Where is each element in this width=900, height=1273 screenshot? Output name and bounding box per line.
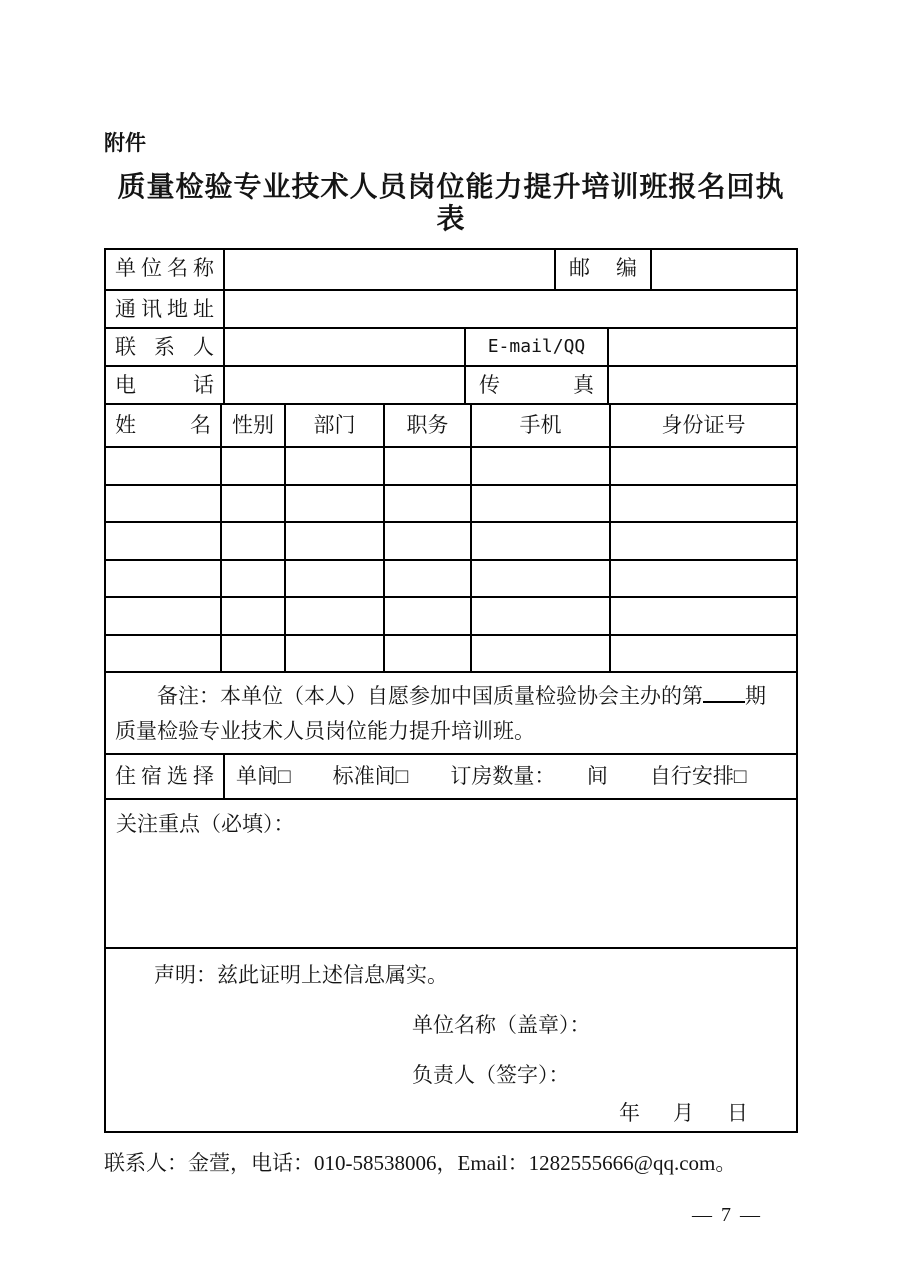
unit-name-value-cell [223,250,554,289]
position-cell [383,636,470,672]
personnel-empty-row [106,559,796,597]
fax-value-cell [607,367,796,403]
mobile-cell [470,523,609,559]
id-number-cell [609,598,796,634]
contact-person-value-cell [223,329,464,365]
personnel-empty-row [106,634,796,672]
header-name: 姓名 [115,413,211,437]
email-qq-value-cell [607,329,796,365]
id-number-cell [609,486,796,522]
postal-code-value-cell [650,250,796,289]
declaration-statement: 声明：兹此证明上述信息属实。 [154,963,448,987]
accommodation-label: 住宿选择 [115,764,214,788]
gender-cell [220,448,284,484]
personnel-empty-row [106,484,796,522]
remark-row [106,671,796,753]
date-line: 年 月 日 [619,1101,754,1125]
remark-text-after-blank: 期 [745,684,766,708]
position-cell [383,561,470,597]
position-cell [383,598,470,634]
focus-row [106,798,796,947]
declaration-cell [106,949,796,1131]
signer-label: 负责人（签字）： [412,1063,570,1087]
position-cell [383,523,470,559]
name-cell [106,523,220,559]
remark-line2: 质量检验专业技术人员岗位能力提升培训班。 [115,719,535,743]
contact-footer: 联系人：金萱，电话：010-58538006，Email：1282555666@qq.com。 [104,1151,737,1175]
declaration-row [106,947,796,1131]
department-cell [284,636,383,672]
row-address [106,289,796,327]
mobile-cell [470,448,609,484]
contact-person-label: 联系人 [115,335,214,359]
department-cell [284,598,383,634]
personnel-empty-row [106,521,796,559]
personnel-empty-row [106,446,796,484]
name-cell [106,448,220,484]
remark-text-before-blank: 备注：本单位（本人）自愿参加中国质量检验协会主办的第 [157,684,703,708]
phone-label: 电话 [115,373,214,397]
department-cell [284,448,383,484]
mobile-cell [470,598,609,634]
fax-label: 传真 [464,367,607,403]
name-cell [106,561,220,597]
header-department: 部门 [284,405,383,446]
page-content [104,0,798,1227]
remark-cell [106,673,796,753]
phone-value-cell [223,367,464,403]
header-gender: 性别 [220,405,284,446]
address-value-cell [223,291,796,327]
name-cell [106,598,220,634]
id-number-cell [609,448,796,484]
registration-form-table [104,248,798,1133]
unit-seal-label: 单位名称（盖章）： [412,1013,591,1037]
focus-label: 关注重点（必填）： [116,812,295,836]
unit-name-label: 单位名称 [115,256,214,280]
form-title: 质量检验专业技术人员岗位能力提升培训班报名回执表 [117,171,785,234]
header-id-number: 身份证号 [609,405,796,446]
personnel-header-row [106,403,796,446]
address-label: 通讯地址 [115,297,214,321]
row-phone [106,365,796,403]
gender-cell [220,486,284,522]
remark-fill-in-blank [703,683,745,703]
mobile-cell [470,561,609,597]
header-position: 职务 [383,405,470,446]
email-qq-label: E-mail/QQ [464,329,607,365]
row-contact-person [106,327,796,365]
gender-cell [220,523,284,559]
mobile-cell [470,636,609,672]
gender-cell [220,598,284,634]
name-cell [106,486,220,522]
department-cell [284,486,383,522]
position-cell [383,486,470,522]
attachment-label: 附件 [104,132,146,155]
name-cell [106,636,220,672]
id-number-cell [609,561,796,597]
gender-cell [220,561,284,597]
remark-paragraph [115,679,787,749]
header-mobile: 手机 [470,405,609,446]
postal-code-label: 邮编 [554,250,650,289]
mobile-cell [470,486,609,522]
page-number: — 7 — [692,1204,762,1226]
accommodation-row [106,753,796,798]
department-cell [284,523,383,559]
accommodation-options: 单间□ 标准间□ 订房数量： 间 自行安排□ [223,755,796,798]
id-number-cell [609,636,796,672]
department-cell [284,561,383,597]
personnel-empty-row [106,596,796,634]
position-cell [383,448,470,484]
id-number-cell [609,523,796,559]
row-unit-name [106,250,796,289]
gender-cell [220,636,284,672]
